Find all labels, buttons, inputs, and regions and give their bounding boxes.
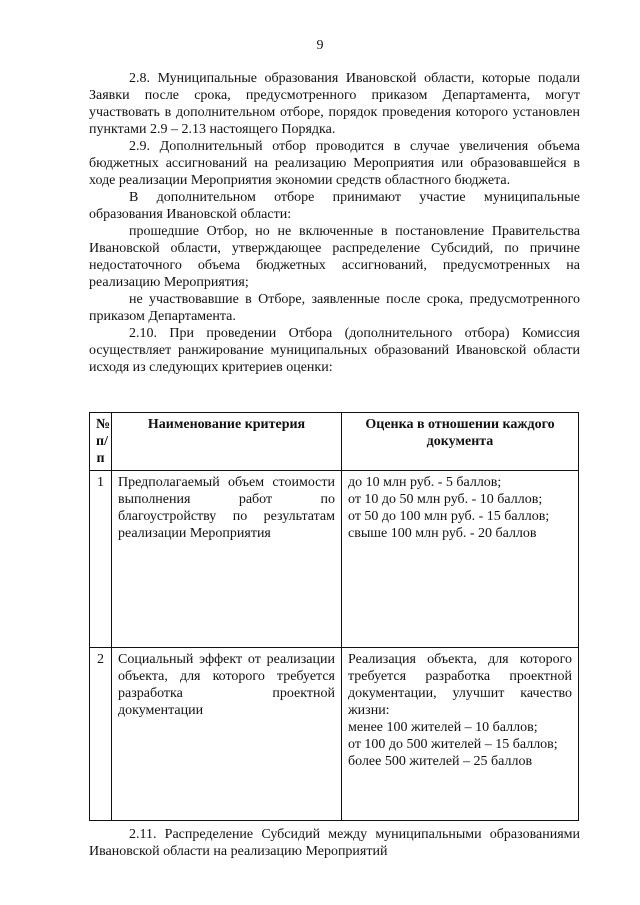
criterion-score [342,648,579,821]
score-line: от 10 до 50 млн руб. - 10 баллов; [348,492,543,507]
criteria-table [89,412,579,821]
score-line: от 100 до 500 жителей – 15 баллов; [348,737,558,752]
score-line: от 50 до 100 млн руб. - 15 баллов; [348,509,550,524]
paragraph-2-11: 2.11. Распределение Субсидий между муниципальными образованиями Ивановской области на реализацию Мероприятий [89,827,580,859]
bottom-text [89,826,580,860]
score-line: более 500 жителей – 25 баллов [348,754,533,769]
table-row [90,471,579,648]
paragraph-passed-selection: прошедшие Отбор, но не включенные в постановление Правительства Ивановской области, утверждающее распределение Субсидий, по причине недостаточного объема бюджетных ассигнований, предусмотренных на реализацию Мероприятия; [89,224,580,290]
row-num: 2 [90,648,112,821]
criterion-name: Предполагаемый объем стоимости выполнения работ по благоустройству по результатам реализации Мероприятия [112,471,342,648]
paragraph-2-10: 2.10. При проведении Отбора (дополнительного отбора) Комиссия осуществляет ранжирование муниципальных образований Ивановской области исходя из следующих критериев оценки: [89,326,580,375]
paragraph-additional-selection: В дополнительном отборе принимают участие муниципальные образования Ивановской области: [89,190,580,222]
score-line: менее 100 жителей – 10 баллов; [348,720,538,735]
paragraph-2-9: 2.9. Дополнительный отбор проводится в случае увеличения объема бюджетных ассигнований на реализацию Мероприятия или образовавшейся в ходе реализации Мероприятия экономии средств областного бюджета. [89,139,580,188]
header-name: Наименование критерия [112,413,342,471]
header-score: Оценка в отношении каждого документа [342,413,579,471]
page-number: 9 [316,38,324,53]
body-text [89,70,580,376]
row-num: 1 [90,471,112,648]
score-line: свыше 100 млн руб. - 20 баллов [348,526,537,541]
score-line: Реализация объекта, для которого требуется разработка проектной документации, улучшит качество жизни: [348,652,572,718]
header-num: № п/п [90,413,112,471]
score-line: до 10 млн руб. - 5 баллов; [348,475,502,490]
table-row [90,648,579,821]
paragraph-not-participated: не участвовавшие в Отборе, заявленные после срока, предусмотренного приказом Департамента. [89,292,580,324]
table-header-row [90,413,579,471]
paragraph-2-8: 2.8. Муниципальные образования Ивановской области, которые подали Заявки после срока, предусмотренного приказом Департамента, могут участвовать в дополнительном отборе, порядок проведения которого установлен пунктами 2.9 – 2.13 настоящего Порядка. [89,71,580,137]
criterion-score [342,471,579,648]
criterion-name: Социальный эффект от реализации объекта, для которого требуется разработка проектной документации [112,648,342,821]
